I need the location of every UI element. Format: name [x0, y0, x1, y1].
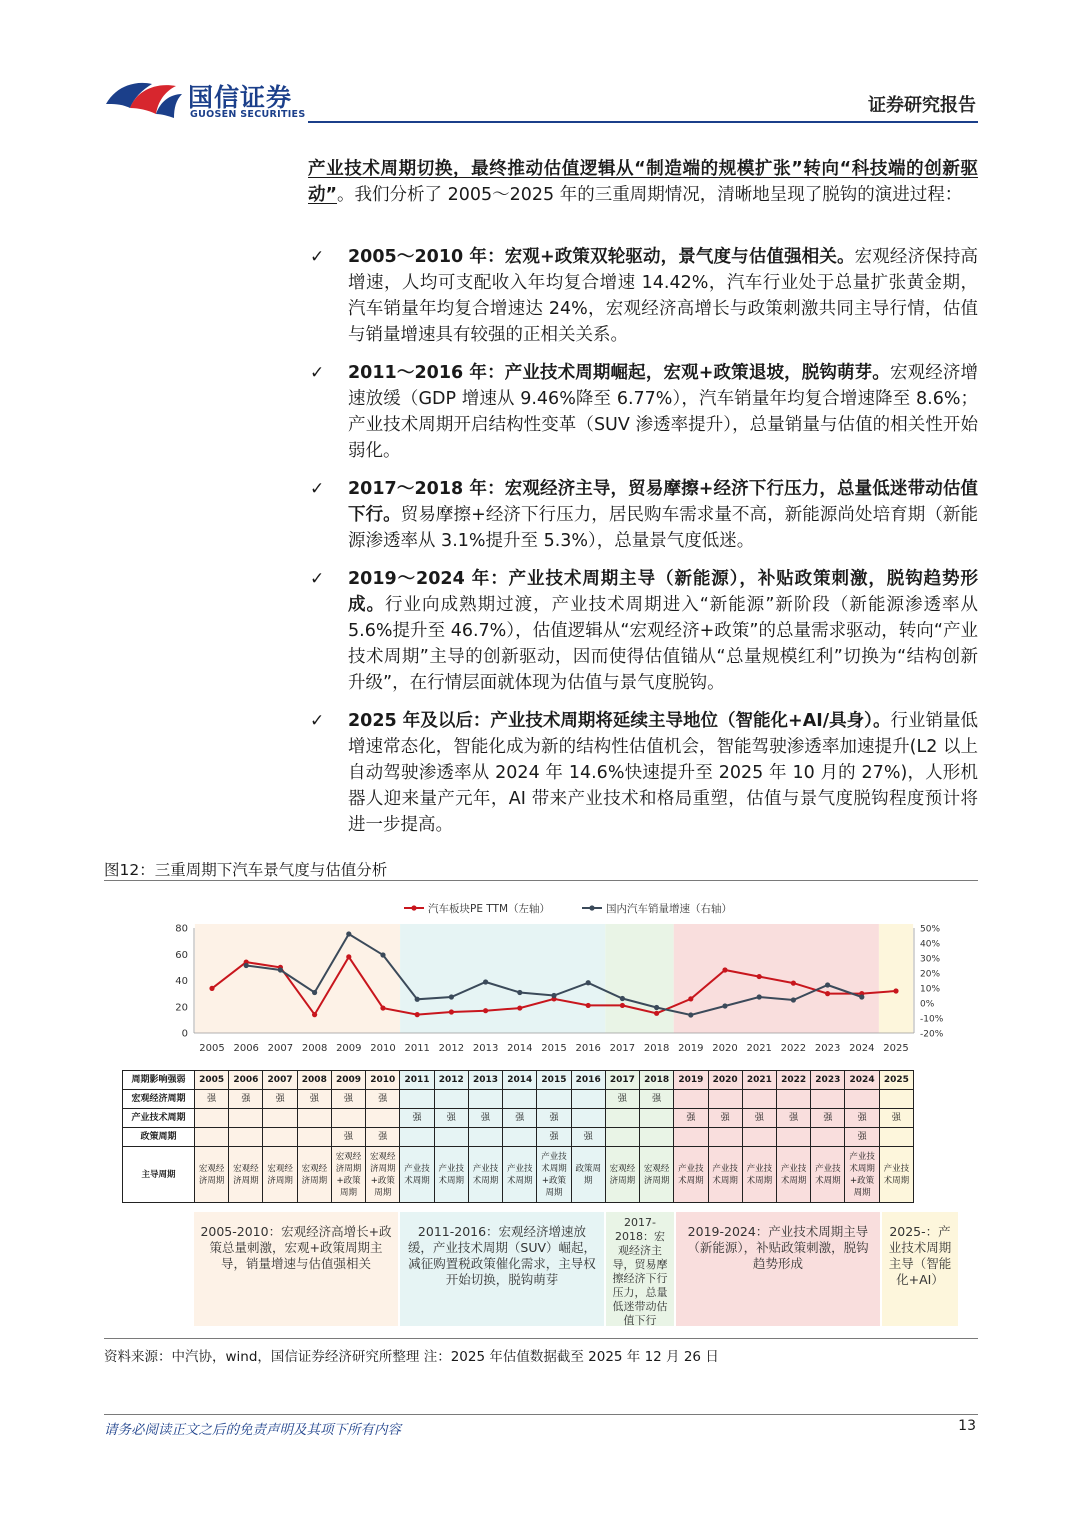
- table-main-cell: 产业技术周期: [776, 1147, 810, 1203]
- table-cell: [503, 1090, 537, 1109]
- page-number: 13: [958, 1418, 976, 1434]
- table-cell: [879, 1128, 913, 1147]
- chart-data-point: [209, 986, 214, 991]
- chart-legend-label: 国内汽车销量增速（右轴）: [606, 903, 732, 915]
- chart-phase-band: [400, 924, 605, 1033]
- table-cell: [845, 1090, 879, 1109]
- table-main-cell: 产业技术周期: [434, 1147, 468, 1203]
- table-main-cell: 宏观经济周期+政策周期: [331, 1147, 365, 1203]
- table-cell: 强: [229, 1090, 263, 1109]
- intro-lead: 产业技术周期切换，最终推动估值逻辑从“制造端的规模扩张”转向“科技端的创新驱动”: [308, 159, 978, 205]
- chart-right-tick: 40%: [920, 939, 941, 950]
- chart-x-tick: 2010: [370, 1043, 396, 1054]
- chart-data-point: [791, 981, 796, 986]
- table-cell: 强: [468, 1109, 502, 1128]
- intro-paragraph: [308, 156, 978, 208]
- figure-top-rule: [104, 880, 978, 881]
- phase-summary-2017-2018: 2017-2018：宏观经济主导，贸易摩擦经济下行压力，总量低迷带动估值下行: [606, 1212, 674, 1326]
- chart-legend-label: 汽车板块PE TTM（左轴）: [428, 903, 551, 915]
- chart-legend-marker: [411, 905, 416, 910]
- table-row-label: 宏观经济周期: [123, 1090, 195, 1109]
- table-cell: 强: [708, 1109, 742, 1128]
- table-year-cell: 2007: [263, 1071, 297, 1090]
- chart-data-point: [244, 963, 249, 968]
- chart-left-tick: 20: [175, 1002, 188, 1014]
- chart-right-tick: -10%: [920, 1014, 944, 1025]
- check-icon: ✓: [310, 479, 325, 499]
- table-cell: 强: [263, 1090, 297, 1109]
- check-icon: ✓: [310, 569, 325, 589]
- table-cell: [331, 1109, 365, 1128]
- chart-data-point: [278, 967, 283, 972]
- table-cell: 强: [434, 1109, 468, 1128]
- table-row: [123, 1109, 914, 1128]
- chart-phase-band: [879, 924, 913, 1033]
- table-main-cell: 产业技术周期: [468, 1147, 502, 1203]
- table-main-cell: 产业技术周期+政策周期: [537, 1147, 571, 1203]
- chart-right-tick: 50%: [920, 924, 941, 935]
- phase-summary-2011-2016: 2011-2016：宏观经济增速放缓，产业技术周期（SUV）崛起，减征购置税政策催化需求，主导权开始切换，脱钩萌芽: [400, 1212, 604, 1326]
- table-cell: [708, 1090, 742, 1109]
- table-cell: [400, 1128, 434, 1147]
- table-year-cell: 2025: [879, 1071, 913, 1090]
- table-main-cell: 产业技术周期+政策周期: [845, 1147, 879, 1203]
- chart-x-tick: 2006: [233, 1043, 259, 1054]
- figure-bottom-rule: [104, 1338, 978, 1339]
- chart-x-tick: 2007: [267, 1043, 294, 1054]
- table-cell: [366, 1109, 400, 1128]
- bullet-heading: 2005～2010 年：宏观+政策双轮驱动，景气度与估值强相关。: [348, 247, 855, 267]
- table-cell: [605, 1128, 639, 1147]
- chart-x-tick: 2025: [883, 1043, 909, 1054]
- chart-data-point: [722, 1003, 727, 1008]
- table-cell: [742, 1128, 776, 1147]
- chart-data-point: [586, 1003, 591, 1008]
- table-cell: 强: [640, 1090, 674, 1109]
- table-row: [123, 1090, 914, 1109]
- table-row-label: 主导周期: [123, 1147, 195, 1203]
- table-cell: 强: [195, 1090, 229, 1109]
- header-divider: [308, 121, 978, 123]
- chart-right-tick: 0%: [920, 999, 935, 1010]
- chart-x-tick: 2009: [336, 1043, 362, 1054]
- table-main-cell: 宏观经济周期: [229, 1147, 263, 1203]
- chart-x-tick: 2018: [643, 1043, 670, 1054]
- chart-data-point: [654, 1011, 659, 1016]
- chart-right-tick: 20%: [920, 969, 941, 980]
- chart-right-tick: -20%: [920, 1029, 944, 1040]
- bullet-heading: 2019～2024 年：产业技术周期主导（新能源），补贴政策刺激，脱钩趋势形成。: [348, 569, 978, 615]
- table-main-cell: 产业技术周期: [742, 1147, 776, 1203]
- table-cell: 强: [331, 1128, 365, 1147]
- chart-x-tick: 2015: [541, 1043, 567, 1054]
- table-year-cell: 2022: [776, 1071, 810, 1090]
- table-year-cell: 2006: [229, 1071, 263, 1090]
- table-cell: [229, 1128, 263, 1147]
- intro-rest: 。我们分析了 2005～2025 年的三重周期情况，清晰地呈现了脱钩的演进过程：: [337, 185, 963, 205]
- table-cell: [674, 1128, 708, 1147]
- table-cell: [811, 1090, 845, 1109]
- table-cell: 强: [845, 1128, 879, 1147]
- table-main-cell: 产业技术周期: [503, 1147, 537, 1203]
- table-main-cell: 产业技术周期: [708, 1147, 742, 1203]
- chart-left-tick: 80: [175, 923, 188, 935]
- page-header: [0, 0, 1080, 130]
- chart-phase-band: [674, 924, 879, 1033]
- table-main-cell: 产业技术周期: [811, 1147, 845, 1203]
- chart-x-tick: 2021: [746, 1043, 772, 1054]
- bullet-text: 行业向成熟期过渡，产业技术周期进入“新能源”新阶段（新能源渗透率从 5.6%提升至 46.7%），估值逻辑从“宏观经济+政策”的总量需求驱动，转向“产业技术周期”主导的创新驱动，因而使得估值锚从“总量规模红利”切换为“结构创新升级”，在行情层面就体现为估值与景气度脱钩。: [348, 595, 978, 693]
- table-year-cell: 2014: [503, 1071, 537, 1090]
- table-cell: 强: [331, 1090, 365, 1109]
- table-year-cell: 2016: [571, 1071, 605, 1090]
- phase-bullet: [308, 708, 978, 838]
- table-year-cell: 2008: [297, 1071, 331, 1090]
- table-cell: 强: [811, 1109, 845, 1128]
- table-cell: [776, 1128, 810, 1147]
- table-year-cell: 2021: [742, 1071, 776, 1090]
- chart-left-tick: 40: [175, 976, 188, 987]
- chart-data-point: [449, 994, 454, 999]
- table-cell: [434, 1128, 468, 1147]
- dual-axis-line-chart: [104, 888, 978, 1068]
- table-main-cycle-row: [123, 1147, 914, 1203]
- table-cell: 强: [742, 1109, 776, 1128]
- table-cell: 强: [571, 1128, 605, 1147]
- chart-data-point: [825, 991, 830, 996]
- table-year-cell: 2019: [674, 1071, 708, 1090]
- chart-x-tick: 2005: [199, 1043, 225, 1054]
- chart-data-point: [483, 979, 488, 984]
- chart-data-point: [688, 996, 693, 1001]
- phase-bullet: [308, 360, 978, 464]
- table-cell: [776, 1090, 810, 1109]
- table-corner-cell: 周期影响强弱: [123, 1071, 195, 1090]
- chart-x-tick: 2022: [780, 1043, 807, 1054]
- chart-data-point: [449, 1009, 454, 1014]
- table-cell: [571, 1090, 605, 1109]
- table-cell: [263, 1128, 297, 1147]
- chart-left-tick: 0: [181, 1028, 188, 1040]
- table-cell: [468, 1128, 502, 1147]
- table-cell: [229, 1109, 263, 1128]
- chart-x-tick: 2014: [507, 1043, 533, 1054]
- table-cell: 强: [879, 1109, 913, 1128]
- table-cell: 强: [605, 1090, 639, 1109]
- table-cell: [195, 1109, 229, 1128]
- table-main-cell: 宏观经济周期: [195, 1147, 229, 1203]
- logo-text-en: GUOSEN SECURITIES: [190, 109, 306, 120]
- table-year-cell: 2013: [468, 1071, 502, 1090]
- table-year-cell: 2011: [400, 1071, 434, 1090]
- table-cell: 强: [503, 1109, 537, 1128]
- chart-data-point: [517, 990, 522, 995]
- phase-bullet-list: [308, 244, 978, 850]
- table-main-cell: 产业技术周期: [400, 1147, 434, 1203]
- chart-data-point: [415, 1012, 420, 1017]
- chart-data-point: [757, 994, 762, 999]
- figure-title: 图12：三重周期下汽车景气度与估值分析: [104, 861, 388, 879]
- table-cell: [742, 1090, 776, 1109]
- chart-data-point: [654, 1005, 659, 1010]
- table-main-cell: 宏观经济周期: [263, 1147, 297, 1203]
- chart-data-point: [517, 1005, 522, 1010]
- cycle-strength-table: [122, 1070, 914, 1203]
- table-row: [123, 1128, 914, 1147]
- table-cell: 强: [845, 1109, 879, 1128]
- phase-bullet: [308, 476, 978, 554]
- chart-right-tick: 30%: [920, 954, 941, 965]
- chart-x-tick: 2013: [472, 1043, 499, 1054]
- table-cell: 强: [776, 1109, 810, 1128]
- chart-data-point: [791, 997, 796, 1002]
- chart-data-point: [346, 954, 351, 959]
- table-year-cell: 2015: [537, 1071, 571, 1090]
- table-cell: [879, 1090, 913, 1109]
- check-icon: ✓: [310, 711, 325, 731]
- check-icon: ✓: [310, 363, 325, 383]
- table-main-cell: 政策周期: [571, 1147, 605, 1203]
- table-cell: [571, 1109, 605, 1128]
- table-main-cell: 宏观经济周期: [297, 1147, 331, 1203]
- table-header-row: [123, 1071, 914, 1090]
- table-row-label: 政策周期: [123, 1128, 195, 1147]
- table-cell: 强: [537, 1109, 571, 1128]
- table-year-cell: 2020: [708, 1071, 742, 1090]
- phase-bullet: [308, 244, 978, 348]
- table-cell: [605, 1109, 639, 1128]
- bullet-text: 贸易摩擦+经济下行压力，居民购车需求量不高，新能源尚处培育期（新能源渗透率从 3.1%提升至 5.3%），总量景气度低迷。: [348, 505, 978, 551]
- chart-data-point: [757, 974, 762, 979]
- bullet-heading: 2017～2018 年：宏观经济主导，贸易摩擦+经济下行压力，总量低迷带动估值下行。: [348, 479, 978, 525]
- table-cell: [263, 1109, 297, 1128]
- table-main-cell: 宏观经济周期: [605, 1147, 639, 1203]
- chart-x-tick: 2017: [609, 1043, 636, 1054]
- table-year-cell: 2023: [811, 1071, 845, 1090]
- table-main-cell: 宏观经济周期+政策周期: [366, 1147, 400, 1203]
- chart-data-point: [859, 994, 864, 999]
- chart-data-point: [483, 1008, 488, 1013]
- table-cell: [297, 1128, 331, 1147]
- table-year-cell: 2012: [434, 1071, 468, 1090]
- table-main-cell: 产业技术周期: [674, 1147, 708, 1203]
- table-cell: [503, 1128, 537, 1147]
- chart-data-point: [620, 1003, 625, 1008]
- table-cell: [640, 1109, 674, 1128]
- chart-legend-marker: [589, 905, 594, 910]
- chart-data-point: [722, 967, 727, 972]
- chart-x-tick: 2008: [301, 1043, 328, 1054]
- table-year-cell: 2024: [845, 1071, 879, 1090]
- chart-phase-band: [605, 924, 673, 1033]
- phase-summary-2025: 2025-：产业技术周期主导（智能化+AI）: [882, 1212, 958, 1326]
- chart-data-point: [380, 1005, 385, 1010]
- chart-right-tick: 10%: [920, 984, 941, 995]
- table-cell: [400, 1090, 434, 1109]
- chart-data-point: [620, 996, 625, 1001]
- table-main-cell: 产业技术周期: [879, 1147, 913, 1203]
- chart-data-point: [380, 952, 385, 957]
- bullet-text: 宏观经济增速放缓（GDP 增速从 9.46%降至 6.77%），汽车销量年均复合增速降至 8.6%；产业技术周期开启结构性变革（SUV 渗透率提升），总量销量与估值的相关性开始弱化。: [348, 363, 978, 461]
- chart-x-tick: 2023: [814, 1043, 841, 1054]
- table-cell: 强: [366, 1090, 400, 1109]
- document-type: 证券研究报告: [868, 95, 976, 116]
- chart-data-point: [415, 997, 420, 1002]
- footer-disclaimer: 请务必阅读正文之后的免责声明及其项下所有内容: [104, 1422, 401, 1438]
- chart-data-point: [688, 1012, 693, 1017]
- table-cell: 强: [674, 1109, 708, 1128]
- phase-summary-2019-2024: 2019-2024：产业技术周期主导（新能源），补贴政策刺激，脱钩趋势形成: [676, 1212, 880, 1326]
- table-cell: [674, 1090, 708, 1109]
- figure-source-note: 资料来源：中汽协，wind，国信证券经济研究所整理 注：2025 年估值数据截至 2025 年 12 月 26 日: [104, 1349, 719, 1365]
- table-cell: [468, 1090, 502, 1109]
- chart-data-point: [312, 1012, 317, 1017]
- table-year-cell: 2017: [605, 1071, 639, 1090]
- bullet-text: 行业销量低增速常态化，智能化成为新的结构性估值机会，智能驾驶渗透率加速提升(L2 以上自动驾驶渗透率从 2024 年 14.6%快速提升至 2025 年 10 月的 27%)，人形机器人迎来量产元年，AI 带来产业技术和格局重塑，估值与景气度脱钩程度预计将进一步提高。: [348, 711, 979, 835]
- chart-data-point: [586, 980, 591, 985]
- table-cell: 强: [400, 1109, 434, 1128]
- chart-data-point: [551, 993, 556, 998]
- table-cell: [434, 1090, 468, 1109]
- chart-x-tick: 2024: [849, 1043, 875, 1054]
- table-cell: [537, 1090, 571, 1109]
- table-year-cell: 2009: [331, 1071, 365, 1090]
- bullet-heading: 2025 年及以后：产业技术周期将延续主导地位（智能化+AI/具身）。: [348, 711, 891, 731]
- footer-divider: [104, 1414, 978, 1415]
- guosen-logo-icon: [104, 74, 184, 124]
- logo-text-cn: 国信证券: [188, 83, 293, 112]
- chart-x-tick: 2011: [404, 1043, 430, 1054]
- table-main-cell: 宏观经济周期: [640, 1147, 674, 1203]
- chart-x-tick: 2019: [678, 1043, 704, 1054]
- chart-left-tick: 60: [175, 949, 188, 961]
- chart-data-point: [893, 988, 898, 993]
- chart-x-tick: 2020: [712, 1043, 738, 1054]
- chart-data-point: [825, 982, 830, 987]
- phase-summary-2005-2010: 2005-2010：宏观经济高增长+政策总量刺激，宏观+政策周期主导，销量增速与估值强相关: [194, 1212, 398, 1326]
- chart-data-point: [312, 990, 317, 995]
- table-cell: [811, 1128, 845, 1147]
- table-cell: [708, 1128, 742, 1147]
- chart-data-point: [346, 931, 351, 936]
- bullet-text: 宏观经济保持高增速，人均可支配收入年均复合增速 14.42%，汽车行业处于总量扩张黄金期，汽车销量年均复合增速达 24%，宏观经济高增长与政策刺激共同主导行情，估值与销量增速具有较强的正相关关系。: [348, 247, 978, 345]
- table-cell: 强: [537, 1128, 571, 1147]
- chart-x-tick: 2012: [438, 1043, 465, 1054]
- table-cell: 强: [297, 1090, 331, 1109]
- table-year-cell: 2010: [366, 1071, 400, 1090]
- table-cell: [195, 1128, 229, 1147]
- table-cell: [640, 1128, 674, 1147]
- phase-bullet: [308, 566, 978, 696]
- chart-x-tick: 2016: [575, 1043, 601, 1054]
- table-cell: [297, 1109, 331, 1128]
- table-row-label: 产业技术周期: [123, 1109, 195, 1128]
- table-year-cell: 2005: [195, 1071, 229, 1090]
- table-year-cell: 2018: [640, 1071, 674, 1090]
- bullet-heading: 2011～2016 年：产业技术周期崛起，宏观+政策退坡，脱钩萌芽。: [348, 363, 890, 383]
- check-icon: ✓: [310, 247, 325, 267]
- table-cell: 强: [366, 1128, 400, 1147]
